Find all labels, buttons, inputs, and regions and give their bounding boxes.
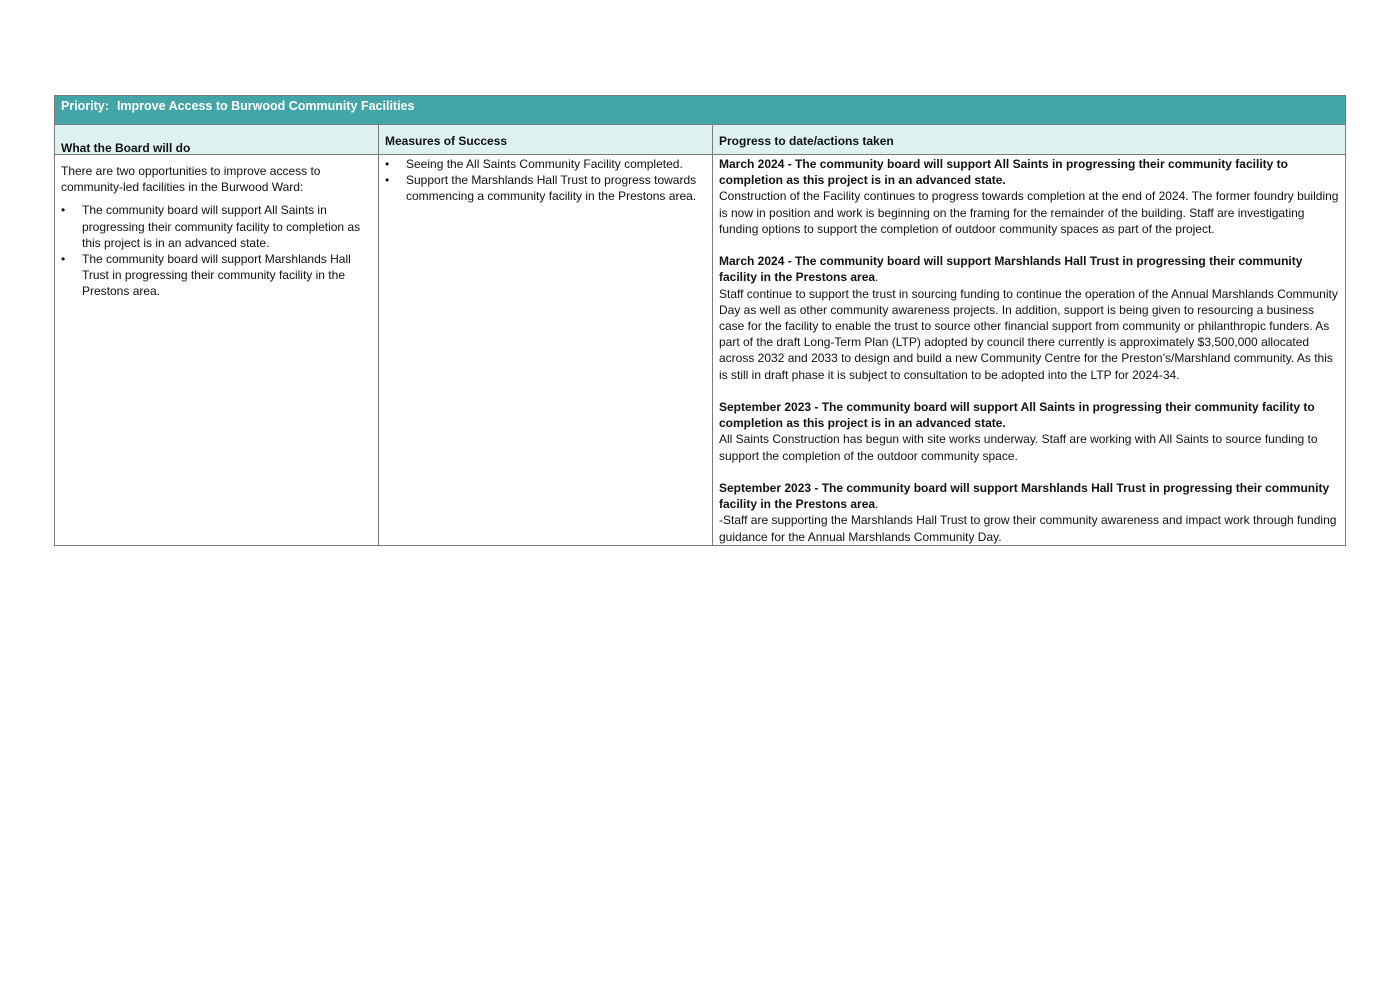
list-item: • Seeing the All Saints Community Facility completed. — [385, 156, 706, 172]
measures-list — [385, 156, 706, 205]
progress-entry — [719, 156, 1339, 237]
progress-cell — [713, 155, 1345, 545]
progress-entry-body: All Saints Construction has begun with site works underway. Staff are working with All Saints to source funding to support the completion of the outdoor community space. — [719, 432, 1318, 463]
progress-entry-heading: September 2023 - The community board will support All Saints in progressing their community facility to completion as this project is in an advanced state. — [719, 400, 1315, 431]
progress-entry-heading-trail: . — [875, 497, 879, 512]
board-actions-list — [61, 202, 372, 299]
column-header-measures: Measures of Success — [379, 125, 713, 154]
progress-entry-heading: September 2023 - The community board will support Marshlands Hall Trust in progressing their community facility in the Prestons area — [719, 481, 1330, 512]
priority-header — [55, 96, 1345, 125]
column-header-board-will-do: What the Board will do — [55, 125, 379, 154]
list-item: • The community board will support Marshlands Hall Trust in progressing their community facility in the Prestons area. — [61, 251, 372, 300]
progress-entry — [719, 253, 1339, 383]
column-header-progress: Progress to date/actions taken — [719, 134, 894, 148]
board-intro-text: There are two opportunities to improve access to community-led facilities in the Burwood Ward: — [61, 164, 321, 195]
progress-entry — [719, 399, 1339, 464]
list-item: • The community board will support All Saints in progressing their community facility to completion as this project is in an advanced state. — [61, 202, 372, 251]
progress-entry-body: -Staff are supporting the Marshlands Hall Trust to grow their community awareness and impact work through funding guidance for the Annual Marshlands Community Day. — [719, 513, 1337, 544]
column-header-row — [55, 125, 1345, 155]
progress-entry-heading: March 2024 - The community board will support All Saints in progressing their community facility to completion as this project is in an advanced state. — [719, 157, 1288, 188]
progress-entry — [719, 480, 1339, 545]
progress-entry-heading-trail: . — [875, 270, 879, 285]
measures-cell — [379, 155, 713, 545]
progress-entry-heading: March 2024 - The community board will support Marshlands Hall Trust in progressing their community facility in the Prestons area — [719, 254, 1303, 285]
progress-entry-body: Construction of the Facility continues to progress towards completion at the end of 2024. The former foundry building is now in position and work is beginning on the framing for the remainder of the building. Staff are investigating funding options to support the completion of outdoor community spaces as part of the project. — [719, 189, 1339, 236]
list-item: • Support the Marshlands Hall Trust to progress towards commencing a community facility in the Prestons area. — [385, 172, 706, 204]
priority-label: Priority: — [61, 99, 109, 113]
table-body-row — [55, 155, 1345, 545]
board-will-do-cell — [55, 155, 379, 545]
progress-entry-body: Staff continue to support the trust in sourcing funding to continue the operation of the Annual Marshlands Community Day as well as other community awareness projects. In addition, support is being given to resourcing a business case for the facility to enable the trust to source other financial support from community or philanthropic funders. As part of the draft Long-Term Plan (LTP) adopted by council there currently is approximately $3,500,000 allocated across 2032 and 2033 to design and build a new Community Centre for the Preston’s/Marshland community. As this is still in draft phase it is subject to consultation to be adopted into the LTP for 2024-34. — [719, 286, 1338, 382]
priority-title: Improve Access to Burwood Community Facilities — [116, 99, 415, 113]
priority-table — [54, 95, 1346, 546]
